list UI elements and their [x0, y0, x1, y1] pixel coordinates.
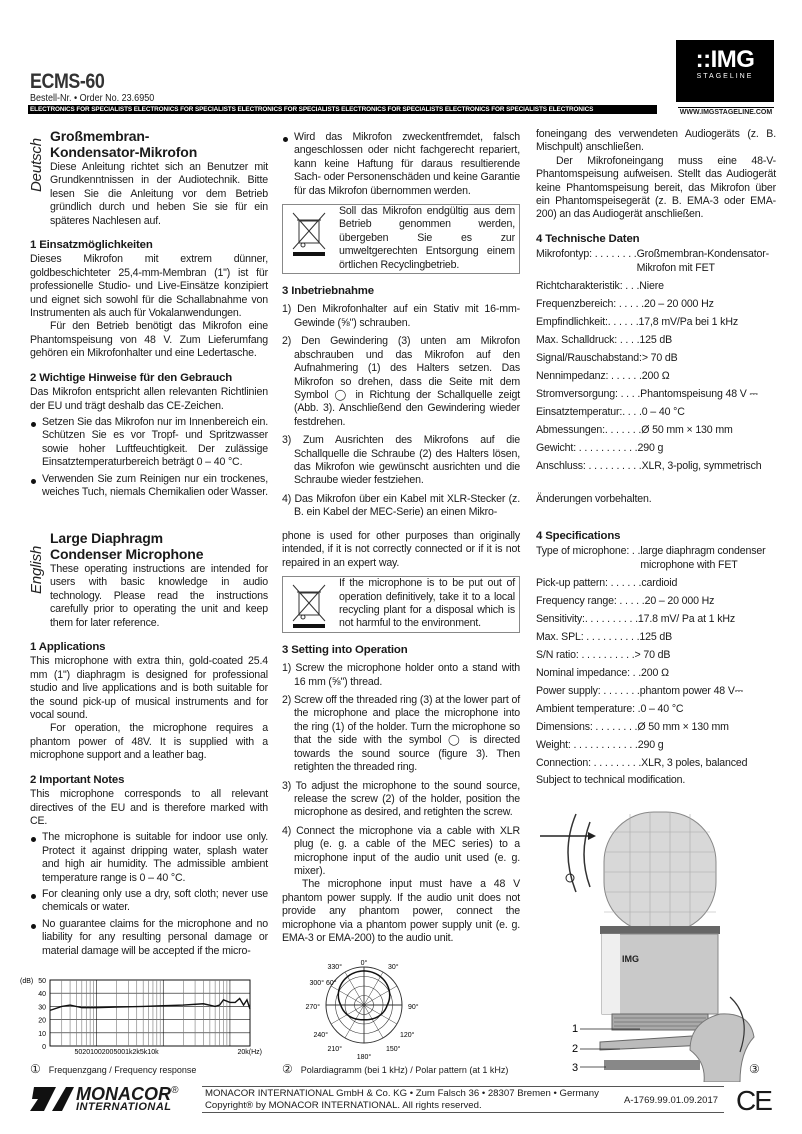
de-column-1	[30, 128, 268, 499]
x-tick-labels: 50201002005001k2k5k10k	[74, 1049, 159, 1056]
spec-value: 125 dB	[639, 631, 673, 644]
spec-row	[536, 247, 776, 275]
caption-microphone: ③	[749, 1062, 760, 1076]
section-heading: 2 Important Notes	[30, 773, 125, 786]
spec-value: 0 – 40 °C	[640, 703, 684, 716]
spec-value: > 70 dB	[641, 352, 678, 365]
spec-label: Max. SPL: . . . . . . . . . .	[536, 631, 640, 644]
spec-row	[536, 666, 776, 680]
spec-value: 200 Ω	[641, 667, 669, 680]
banner-strip: ELECTRONICS FOR SPECIALISTS ELECTRONICS FOR SPECIALISTS ELECTRONICS FOR SPECIALISTS ELECTRONICS FOR SPECIALISTS ELECTRONICS FOR SPECIALISTS ELECTRONICS	[28, 105, 657, 114]
angle-label: 240°	[313, 1032, 328, 1039]
logo-sub: STAGELINE	[696, 73, 754, 80]
section-heading: 4 Specifications	[536, 530, 621, 542]
footer-divider	[202, 1112, 724, 1113]
document-title: ECMS-60	[30, 70, 105, 93]
section-heading: 3 Setting into Operation	[282, 643, 408, 656]
spec-label: Sensitivity:. . . . . . . . . .	[536, 613, 638, 626]
monacor-logo	[30, 1083, 200, 1115]
spec-value: 200 Ω	[641, 370, 670, 383]
y-tick-label: 20	[38, 1017, 46, 1025]
wheelie-bin-crossed-icon	[289, 583, 329, 629]
spec-row	[536, 648, 776, 662]
y-tick-label: 50	[38, 978, 46, 985]
spec-value: XLR, 3 poles, balanced	[641, 757, 748, 770]
angle-label: 90°	[408, 1004, 419, 1011]
spec-row	[536, 684, 776, 698]
spec-row	[536, 738, 776, 752]
paragraph: Das Mikrofon entspricht allen relevanten Richtlinien der EU und trägt deshalb das CE-Zeichen.	[30, 386, 268, 412]
numbered-step: 4) Das Mikrofon über ein Kabel mit XLR-Stecker (z. B. ein Kabel der MEC-Serie) an einen Mikro-	[282, 492, 520, 519]
angle-label: 180°	[356, 1054, 372, 1060]
spec-value: > 70 dB	[634, 649, 671, 662]
footer-address	[205, 1088, 599, 1112]
spec-label: Connection: . . . . . . . . .	[536, 757, 642, 770]
spec-value: 125 dB	[639, 334, 673, 347]
angle-label: 210°	[327, 1046, 342, 1053]
y-tick-label: 30	[38, 1004, 46, 1012]
lang-label-en: English	[28, 545, 45, 594]
spec-value: Ø 50 mm × 130 mm	[637, 721, 729, 734]
spec-label: Richtcharakteristik: . . .	[536, 280, 640, 293]
plot-frame	[50, 980, 250, 1046]
spec-row	[536, 576, 776, 590]
de-column-3	[536, 128, 776, 507]
spec-value: Niere	[639, 280, 664, 293]
spec-label: Mikrofontyp: . . . . . . . .	[536, 248, 637, 261]
angle-label: 330°	[327, 964, 342, 971]
spec-value: 290 g	[637, 442, 664, 455]
angle-label: 150°	[386, 1046, 401, 1053]
spec-row	[536, 351, 776, 365]
spec-label: Nominal impedance: . .	[536, 667, 642, 680]
bullet-item: No guarantee claims for the microphone and no liability for any resulting personal damage or material damage will be accepted if the micro-	[30, 918, 268, 958]
spec-label: Empfindlichkeit:. . . . . .	[536, 316, 639, 329]
spec-row	[536, 459, 776, 473]
en-intro: These operating instructions are intended for users with basic knowledge in audio technology. Please read the instructions carefully prior to operating the unit and keep them for later reference.	[50, 563, 268, 629]
spec-row	[536, 423, 776, 437]
spec-row	[536, 720, 776, 734]
spec-label: Stromversorgung: . . . .	[536, 388, 641, 401]
spec-label: Signal/Rauschabstand:	[536, 352, 642, 365]
en-title	[50, 530, 268, 562]
angle-label: 270°	[305, 1004, 320, 1011]
website-link[interactable]: WWW.IMGSTAGELINE.COM	[679, 109, 773, 116]
bullet-item: Wird das Mikrofon zweckentfremdet, falsch angeschlossen oder nicht fachgerecht repariert, kann keine Haftung für daraus resultierende Sach- oder Personenschäden und keine Garantie für das Mikrofon übernommen werden.	[282, 131, 520, 198]
polar-pattern-chart	[300, 955, 430, 1060]
paragraph: Der Mikrofoneingang muss eine 48-V-Phantomspeisung aufweisen. Stellt das Audiogerät keine Phantomspeisung bereit, das Mikrofon über ein Phantomspeisegerät (z. B. EMA-3 oder EMA-200) an das Audiogerät anschließen.	[536, 154, 776, 221]
de-title	[50, 128, 268, 160]
bullet-item: Setzen Sie das Mikrofon nur im Innenbereich ein. Schützen Sie es vor Tropf- und Spritzwasser sowie hoher Luftfeuchtigkeit. Der zulässige Einsatztemperaturbereich beträgt 0 – 40 °C.	[30, 416, 268, 470]
spec-row	[536, 405, 776, 419]
paragraph: For operation, the microphone requires a phantom power of 48V. It is supplied with a microphone support and a leather bag.	[30, 722, 268, 762]
footer-divider	[202, 1086, 724, 1087]
frequency-response-chart	[20, 970, 270, 1060]
response-curve	[50, 998, 250, 1010]
spec-label: Weight: . . . . . . . . . . . .	[536, 739, 638, 752]
wheelie-bin-crossed-icon	[289, 211, 329, 257]
ce-mark: CE	[736, 1085, 771, 1116]
x-tick-end: 20k(Hz)	[237, 1049, 262, 1056]
caption-polar-pattern: ② Polardiagramm (bei 1 kHz) / Polar pattern (at 1 kHz)	[282, 1062, 509, 1076]
spec-label: Type of microphone: . .	[536, 545, 641, 558]
order-number: Bestell-Nr. • Order No. 23.6950	[30, 93, 155, 104]
section-heading: 3 Inbetriebnahme	[282, 285, 374, 298]
spec-row	[536, 594, 776, 608]
y-tick-label: 10	[38, 1030, 46, 1038]
spec-label: Max. Schalldruck: . . . .	[536, 334, 640, 347]
spec-label: Pick-up pattern: . . . . . .	[536, 577, 642, 590]
spec-value: Phantomspeisung 48 V ⎓	[640, 388, 758, 401]
paragraph: The microphone input must have a 48 V phantom power supply. If the audio unit does not provide any phantom power, connect the microphone via a phantom power supply unit (e. g. EMA-3 or EMA-200) to the audio unit.	[282, 878, 520, 944]
part-label-2: 2	[572, 1043, 579, 1055]
section-heading: 1 Einsatzmöglichkeiten	[30, 239, 153, 252]
spec-value: cardioid	[641, 577, 678, 590]
spec-label: Nennimpedanz: . . . . . .	[536, 370, 642, 383]
spec-label: Anschluss: . . . . . . . . . .	[536, 460, 642, 473]
numbered-step: 3) To adjust the microphone to the sound source, release the screw (2) of the holder, position the microphone as desired, and retighten the screw.	[282, 779, 520, 819]
spec-row	[536, 279, 776, 293]
spec-label: Einsatztemperatur:. . . .	[536, 406, 642, 419]
spec-label: Dimensions: . . . . . . . .	[536, 721, 638, 734]
spec-value: phantom power 48 V⎓	[639, 685, 744, 698]
part-label-3: 3	[572, 1062, 579, 1074]
numbered-step: 1) Screw the microphone holder onto a stand with 16 mm (⅝") thread.	[282, 662, 520, 688]
modification-note: Subject to technical modification.	[536, 774, 686, 787]
spec-value: 17.8 mV/ Pa at 1 kHz	[637, 613, 736, 626]
img-stageline-logo	[676, 40, 774, 102]
microphone-illustration	[540, 792, 776, 1082]
angle-label: 0°	[360, 960, 368, 967]
y-tick-label: 40	[38, 991, 46, 999]
angle-label: 120°	[400, 1032, 415, 1039]
paragraph: Für den Betrieb benötigt das Mikrofon eine Phantomspeisung von 48 V. Zum Lieferumfang gehören ein Mikrofonhalter und eine Ledertasche.	[30, 320, 268, 360]
spec-value: Ø 50 mm × 130 mm	[641, 424, 733, 437]
spec-row	[536, 315, 776, 329]
spec-value: XLR, 3-polig, symmetrisch	[641, 460, 762, 473]
angle-label: 30°	[388, 964, 399, 971]
spec-label: Power supply: . . . . . . .	[536, 685, 640, 698]
brand-name: MONACOR	[76, 1084, 171, 1104]
spec-row	[536, 441, 776, 455]
paragraph: Dieses Mikrofon mit extrem dünner, goldbeschichteter 25,4-mm-Membran (1") ist für professionelle Studio- und Live-Einsätze konzipiert und eignet sich sowohl für die Schallabnahme von Instrumenten als auch für Vokalanwendungen.	[30, 253, 268, 320]
spec-value: 20 – 20 000 Hz	[644, 595, 715, 608]
paragraph: This microphone with extra thin, gold-coated 25.4 mm (1") diaphragm is designed for professional studio and live applications and is both suitable for the sound pick-up of musical instruments and for vocal sound.	[30, 655, 268, 722]
caption-frequency-response: ① Frequenzgang / Frequency response	[30, 1062, 197, 1076]
spec-value: 20 – 20 000 Hz	[643, 298, 714, 311]
de-column-2	[282, 128, 520, 520]
spec-value: Großmembran-Kondensator-Mikrofon mit FET	[636, 248, 770, 275]
spec-value: 0 – 40 °C	[641, 406, 685, 419]
logo-main: ::IMG	[695, 46, 755, 73]
en-title-line-1: Large Diaphragm	[50, 530, 163, 546]
spec-value: 17,8 mV/Pa bei 1 kHz	[638, 316, 738, 329]
y-axis-unit: (dB)	[20, 978, 34, 985]
disposal-notice	[282, 576, 520, 633]
spec-row	[536, 756, 776, 770]
spec-row	[536, 544, 776, 572]
numbered-step: 1) Den Mikrofonhalter auf ein Stativ mit 16-mm-Gewinde (⅝") schrauben.	[282, 303, 520, 329]
part-label-1: 1	[572, 1023, 579, 1035]
spec-label: Frequenzbereich: . . . . .	[536, 298, 644, 311]
registered-mark: ®	[171, 1085, 179, 1096]
de-intro: Diese Anleitung richtet sich an Benutzer mit Grundkenntnissen in der Audiotechnik. Bitte lesen Sie die Anleitung vor dem Betrieb gründlich durch und heben Sie sie für ein späteres Nachlesen auf.	[50, 161, 268, 227]
monacor-mark-icon	[30, 1085, 74, 1113]
numbered-step: 2) Den Gewindering (3) unten am Mikrofon abschrauben und das Mikrofon auf den Aufnahmering (1) des Halters setzen. Das Mikrofon so drehen, dass die Seite mit dem Symbol ◯ in Richtung der Schallquelle zeigt (Abb. 3). Anschließend den Gewindering wieder festdrehen.	[282, 335, 520, 428]
spec-value: large diaphragm condenser microphone with FET	[640, 545, 766, 572]
spec-label: Gewicht: . . . . . . . . . . .	[536, 442, 638, 455]
section-heading: 4 Technische Daten	[536, 232, 640, 245]
mic-badge: IMG	[622, 954, 639, 964]
angle-label: 300°	[309, 980, 324, 987]
paragraph: This microphone corresponds to all relevant directives of the EU and is therefore marked with CE.	[30, 788, 268, 827]
spec-label: Ambient temperature: .	[536, 703, 641, 716]
bullet-item: For cleaning only use a dry, soft cloth; never use chemicals or water.	[30, 888, 268, 915]
brand-sub: INTERNATIONAL	[76, 1101, 172, 1113]
paragraph: foneingang des verwendeten Audiogeräts (z. B. Mischpult) anschließen.	[536, 128, 776, 154]
document-number: A-1769.99.01.09.2017	[624, 1095, 719, 1106]
angle-label: 60°	[326, 980, 337, 987]
paragraph: phone is used for other purposes than originally intended, if it is not correctly connected or if it is not repaired in an expert way.	[282, 530, 520, 569]
de-title-line-2: Kondensator-Mikrofon	[50, 144, 198, 160]
section-heading: 2 Wichtige Hinweise für den Gebrauch	[30, 371, 233, 384]
disposal-text: If the microphone is to be put out of operation definitively, take it to a local recycling plant for a disposal which is not harmful to the environment.	[339, 577, 515, 630]
en-column-1	[30, 530, 268, 958]
spec-value: 290 g	[637, 739, 664, 752]
en-column-2	[282, 530, 520, 945]
en-title-line-2: Condenser Microphone	[50, 546, 204, 562]
section-heading: 1 Applications	[30, 641, 106, 654]
spec-label: S/N ratio: . . . . . . . . . .	[536, 649, 635, 662]
y-tick-label: 0	[42, 1044, 46, 1051]
footer-address-line-2: Copyright® by MONACOR INTERNATIONAL. All rights reserved.	[205, 1100, 482, 1111]
bullet-item: Verwenden Sie zum Reinigen nur ein trockenes, weiches Tuch, niemals Chemikalien oder Wasser.	[30, 473, 268, 500]
spec-row	[536, 702, 776, 716]
spec-row	[536, 630, 776, 644]
numbered-step: 2) Screw off the threaded ring (3) at the lower part of the microphone and place the microphone into the ring (1) of the holder. Turn the microphone so that the side with the symbol ◯ is directed towards the sound source (figure 3). Then retighten the threaded ring.	[282, 694, 520, 774]
lang-label-de: Deutsch	[28, 138, 45, 192]
spec-label: Abmessungen:. . . . . . .	[536, 424, 642, 437]
spec-row	[536, 297, 776, 311]
bullet-item: The microphone is suitable for indoor use only. Protect it against dripping water, splash water and high air humidity. The admissible ambient temperature range is 0 – 40 °C.	[30, 831, 268, 885]
numbered-step: 4) Connect the microphone via a cable with XLR plug (e. g. a cable of the MEC series) to a microphone input of the audio unit used (e. g. mixer).	[282, 824, 520, 877]
spec-label: Frequency range: . . . . .	[536, 595, 645, 608]
footer-address-line-1: MONACOR INTERNATIONAL GmbH & Co. KG • Zum Falsch 36 • 28307 Bremen • Germany	[205, 1088, 599, 1099]
en-column-3	[536, 519, 776, 788]
spec-row	[536, 612, 776, 626]
modification-note: Änderungen vorbehalten.	[536, 493, 652, 506]
de-title-line-1: Großmembran-	[50, 128, 150, 144]
numbered-step: 3) Zum Ausrichten des Mikrofons auf die Schallquelle die Schraube (2) des Halters lösen, das Mikrofon wie gewünscht ausrichten und die Schraube wieder festziehen.	[282, 434, 520, 487]
disposal-notice	[282, 204, 520, 274]
spec-row	[536, 387, 776, 401]
spec-row	[536, 333, 776, 347]
disposal-text: Soll das Mikrofon endgültig aus dem Betrieb genommen werden, übergeben Sie es zur umweltgerechten Entsorgung einem örtlichen Recyclingbetrieb.	[339, 205, 515, 271]
spec-row	[536, 369, 776, 383]
